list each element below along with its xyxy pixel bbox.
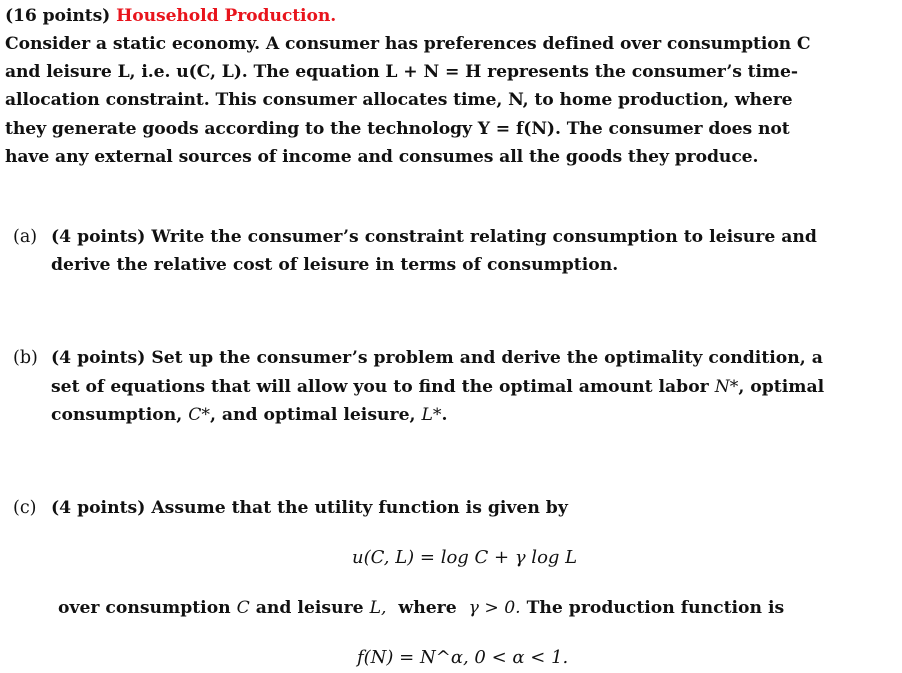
part-c-line-2 bbox=[58, 594, 784, 622]
c-symbol: C bbox=[236, 598, 250, 618]
part-a-line-1 bbox=[51, 223, 817, 251]
heading-points: (16 points) bbox=[5, 6, 111, 26]
part-c-mid: and leisure bbox=[255, 598, 364, 618]
part-a-text-1: Write the consumer’s constraint relating consumption to leisure and bbox=[151, 227, 817, 247]
part-c-pre: over consumption bbox=[58, 598, 231, 618]
part-a-points: (4 points) bbox=[51, 227, 146, 247]
intro-line-3: allocation constraint. This consumer allocates time, N, to home production, where bbox=[5, 90, 793, 110]
part-b-points: (4 points) bbox=[51, 348, 146, 368]
production-equation-text: f(N) = N^α, 0 < α < 1. bbox=[357, 647, 569, 668]
part-c-post: The production function is bbox=[526, 598, 785, 618]
part-a-label: (a) bbox=[13, 227, 38, 247]
part-c-line-1 bbox=[51, 494, 568, 522]
part-c-points: (4 points) bbox=[51, 498, 146, 518]
n-star-symbol: N* bbox=[714, 377, 739, 397]
part-b-line-2: set of equations that will allow you to find the optimal amount labor N*, optimal bbox=[51, 377, 825, 397]
gamma-condition: γ > 0. bbox=[468, 598, 521, 618]
intro-line-4: they generate goods according to the technology Y = f(N). The consumer does not bbox=[5, 119, 790, 139]
part-b-text-3: consumption, bbox=[51, 405, 183, 425]
part-c-text-1: Assume that the utility function is given by bbox=[151, 498, 568, 518]
problem-heading bbox=[5, 2, 336, 30]
part-b-label: (b) bbox=[13, 348, 38, 368]
part-b-text-1: Set up the consumer’s problem and derive the optimality condition, a bbox=[151, 348, 823, 368]
utility-equation-text: u(C, L) = log C + γ log L bbox=[352, 547, 578, 568]
utility-equation bbox=[352, 544, 577, 572]
heading-title: Household Production. bbox=[116, 6, 337, 26]
part-a-line-2: derive the relative cost of leisure in terms of consumption. bbox=[51, 255, 619, 275]
part-b-text-2: set of equations that will allow you to find the optimal amount labor bbox=[51, 377, 709, 397]
production-equation bbox=[357, 644, 568, 672]
l-star-symbol: L* bbox=[421, 405, 442, 425]
part-b-text-4: and optimal leisure, bbox=[221, 405, 416, 425]
intro-line-2: and leisure L, i.e. u(C, L). The equation L + N = H represents the consumer’s time- bbox=[5, 62, 798, 82]
part-c-where: where bbox=[398, 598, 457, 618]
part-c-label: (c) bbox=[13, 498, 37, 518]
c-star-symbol: C* bbox=[188, 405, 210, 425]
l-symbol: L, bbox=[369, 598, 387, 618]
part-b-line-3: consumption, C*, and optimal leisure, L*. bbox=[51, 405, 448, 425]
part-b-line-1 bbox=[51, 344, 823, 372]
intro-line-1: Consider a static economy. A consumer has preferences defined over consumption C bbox=[5, 34, 811, 54]
intro-line-5: have any external sources of income and consumes all the goods they produce. bbox=[5, 147, 759, 167]
